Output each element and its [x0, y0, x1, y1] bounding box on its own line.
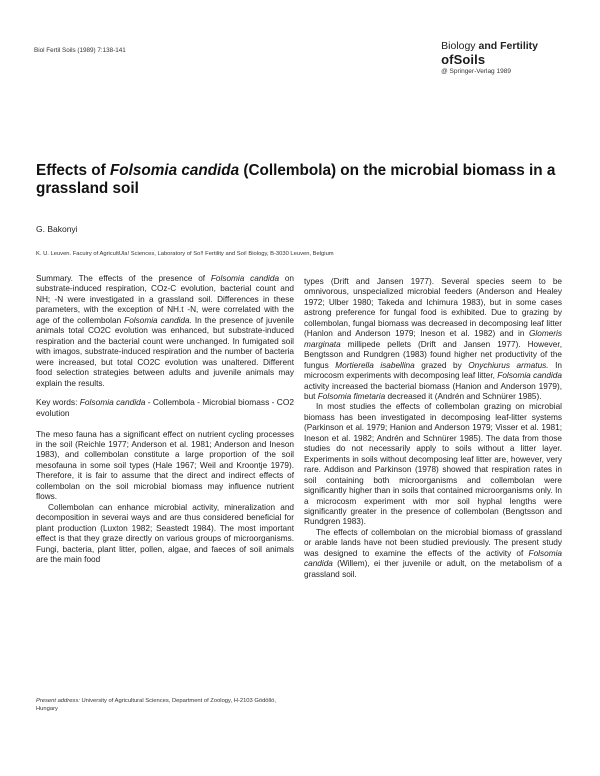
- journal-name-line2: ofSoils: [441, 52, 486, 67]
- footnote-text: University of Agricultural Sciences, Department of Zoology, H-2103 Gödöllö, Hungary: [36, 698, 276, 713]
- footnote: [36, 697, 294, 714]
- right-paragraph-3: [304, 528, 562, 580]
- summary-species-1: Folsomia candida: [210, 274, 280, 283]
- summary-text-2: on substrate-induced respiration, COz-C evolution, bacterial count and NH; -N were investigated in a grassland soil. Differences in these parameters, with the exception of NH.t -N, were correlated with the age of the collembolan: [36, 274, 294, 325]
- intro-paragraph-2: Collembolan can enhance microbial activity, mineralization and decomposition in severai ways and are thus considered beneficial for plant production (Luxton 1982; Seastedt 1984). The most important effect is that they graze directly on various groups of microorganisms. Fungi, bacteria, plant litter, pollen, algae, and faeces of soil animals are the main food: [36, 502, 294, 565]
- r3-species-b: Folsomia candida: [304, 548, 562, 569]
- journal-masthead: [441, 40, 538, 75]
- right-paragraph-2: In most studies the effects of collembolan grazing on microbial biomass has been investigated in decomposing leaf-litter systems (Parkinson et al. 1979; Hanion and Anderson 1979; Visser et al. 1981; Ineson et al. 1982; Andrén and Schnürer 1985). The data from those studies do not necessarily apply to soils without a litter layer. Experiments in soils without decomposing leaf litter are, however, very rare. Addison and Parkinson (1978) showed that respiration rates in soil containing both microorganisms and collembolan were significantly higher than in soils that contained microorganisms only. In a microcosm experiment with mor soil hyphal lengths were significantly greater in the presence of collembolan (Bengtsson and Rundgren 1983).: [304, 402, 562, 527]
- author-affiliation: K. U. Leuven. Facuiry of AgricultUla! Sciences, Laboratory of So!! Fertility and Soi! Biology, B-3030 Leuven, Belgium: [36, 251, 334, 257]
- journal-word-fertility: and Fertility: [478, 40, 538, 52]
- r1-text-g: In microcosm experiments with decomposing leaf litter,: [304, 360, 562, 381]
- r1-species-h: Folsomia candida: [497, 371, 562, 381]
- keywords-rest: - Collembola - Microbial biomass - CO2 evolution: [36, 396, 294, 418]
- keywords-label: Key words:: [36, 396, 80, 407]
- r3-text-a: The effects of collembolan on the microbial biomass of grassland or arable lands have not been studied previously. The present study was designed to examine the effects of the activity of: [304, 527, 562, 558]
- copyright-line: @ Springer-Verlag 1989: [441, 68, 511, 75]
- title-text-1: Effects of: [36, 162, 110, 179]
- footnote-label: Present address:: [36, 698, 80, 704]
- keywords-species: Folsomia candida: [79, 396, 146, 407]
- keywords-line: [36, 397, 294, 419]
- summary-paragraph: [36, 274, 294, 389]
- summary-species-2: Folsomia candida.: [124, 315, 192, 325]
- journal-name-line1: [441, 40, 538, 52]
- r1-species-d: Mortierella isabellina: [335, 360, 415, 370]
- r3-text-c: (Willem), ei ther juvenile or adult, on the metabolism of a grassland soil.: [304, 559, 562, 579]
- article-title: [36, 162, 576, 198]
- right-column: [304, 277, 562, 580]
- right-paragraph-1: [304, 277, 562, 402]
- r1-text-i: activity increased the bacterial biomass (Hanion and Anderson 1979), but: [304, 381, 562, 401]
- title-text-2: (Collembola) on the microbial biomass in a grassland soil: [36, 162, 556, 197]
- r1-text-c: millipede pellets (Drift and Jansen 1977). However, Bengtsson and Rundgren (1983) found higher net productivity of the fungus: [304, 339, 562, 370]
- summary-text-1: Summary. The effects of the presence of: [36, 274, 211, 283]
- r1-text-k: decreased it (Andrén and Schnürer 1985).: [385, 391, 542, 401]
- left-column: [36, 274, 294, 565]
- r1-species-b: Glomeris marginata: [304, 329, 562, 349]
- journal-word-biology: Biology: [441, 40, 476, 52]
- r1-text-a: types (Drift and Jansen 1977). Several species seem to be omnivorous, unspecialized microbial feeders (Anderson and Healey 1972; Ulber 1980; Takeda and Ichimura 1983), but in some cases astrong preference for fungal food is exhibited. Due to grazing by collembolan, fungal biomass was decreased in decomposing leaf litter (Hanlon and Anderson 1979; Ineson et al. 1982) and in: [304, 277, 562, 339]
- author-name: G. Bakonyi: [36, 224, 78, 234]
- title-species: Folsomia candida: [109, 162, 240, 179]
- r1-species-j: Folsomia fimetaria: [317, 391, 386, 401]
- intro-paragraph-1: The meso fauna has a significant effect on nutrient cycling processes in the soil (Reichle 1977; Anderson et al. 1981; Anderson and Ineson 1983), and collembolan constitute a large proportion of the soil mesofauna in some soil types (Hale 1967; Weil and Kroontje 1979). Therefore, it is fair to assume that the direct and indirect effects of collembolan on the soil microbial biomass may influence nutrient flows.: [36, 429, 294, 502]
- r1-species-f: Onychiurus armatus.: [468, 360, 549, 370]
- summary-text-3: In the presence of juvenile animals total CO2C evolution was enhanced, but substrate-induced respiration and the bacterial count were unchanged. In fumigated soil with imagos, substrate-induced respiration and the number of bacteria were increased, but total CO2C evolution was unaltered. Different food selection strategies between adults and juvenile animals may explain the results.: [36, 315, 295, 388]
- r1-text-e: grazed by: [414, 360, 469, 370]
- citation-line: Biol Fertil Soils (1989) 7:138-141: [34, 47, 126, 54]
